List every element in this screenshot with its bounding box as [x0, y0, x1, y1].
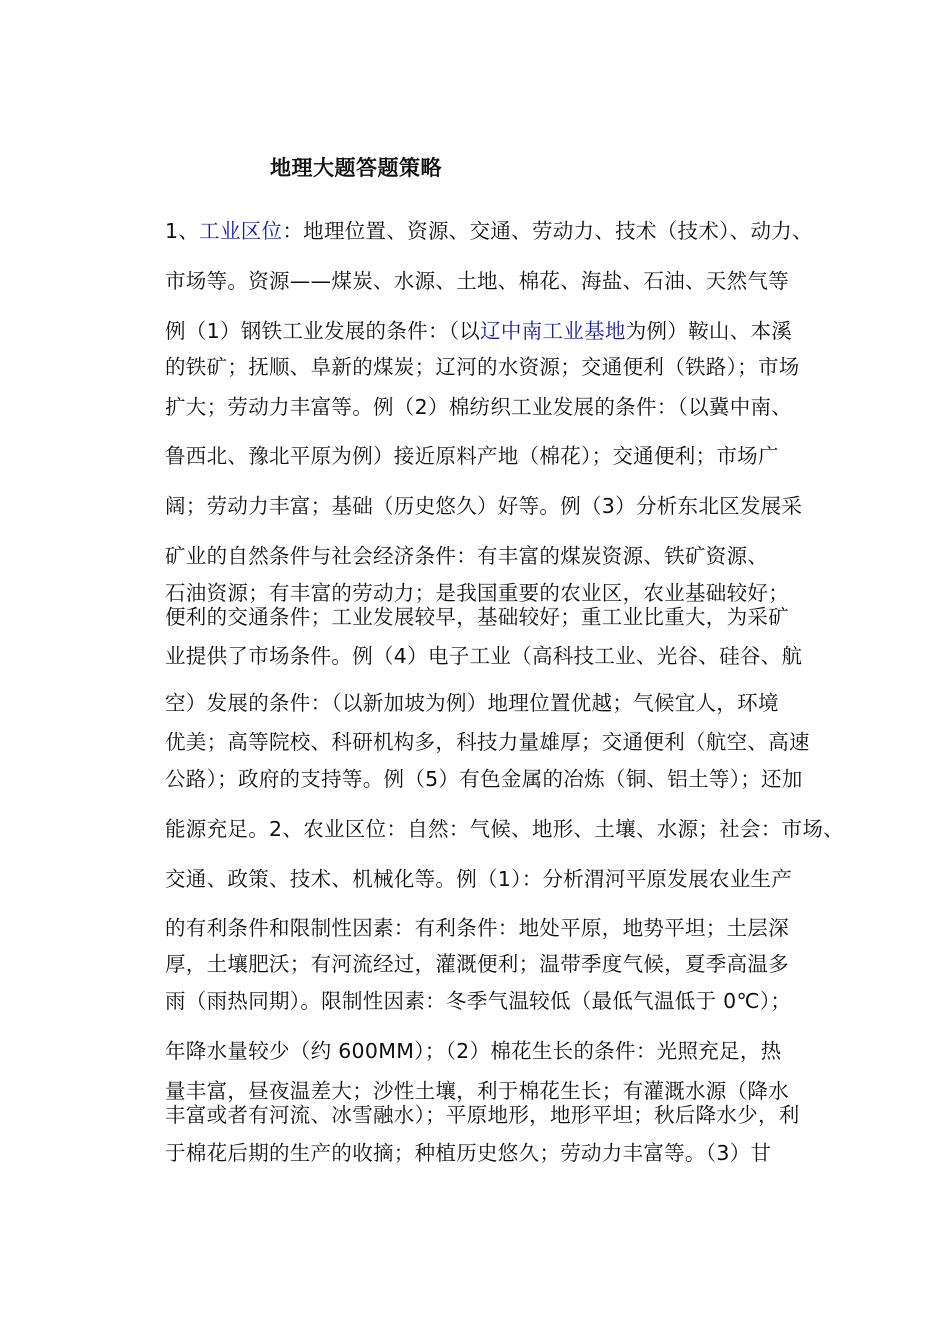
hyperlink[interactable]: 工业区位: [199, 219, 283, 243]
body-line: [165, 766, 803, 792]
body-line: [165, 1140, 771, 1166]
body-line: [165, 394, 792, 420]
line-text: 矿业的自然条件与社会经济条件：有丰富的煤炭资源、铁矿资源、: [165, 544, 769, 568]
body-line: [165, 1102, 800, 1128]
body-line: [165, 816, 844, 842]
body-line: [165, 988, 791, 1014]
line-text: 为例）鞍山、本溪: [625, 319, 793, 343]
line-text: 的铁矿；抚顺、阜新的煤炭；辽河的水资源；交通便利（铁路）；市场: [165, 355, 800, 379]
document-title: 地理大题答题策略: [270, 156, 442, 180]
body-line: [165, 354, 800, 380]
line-text: 年降水量较少（约 600MM）；（2）棉花生长的条件：光照充足，热: [165, 1039, 782, 1063]
line-text: 例（1）钢铁工业发展的条件：（以: [165, 319, 481, 343]
line-text: ：地理位置、资源、交通、劳动力、技术（技术）、动力、: [282, 219, 813, 243]
body-line: [165, 580, 789, 606]
line-text: 能源充足。2、农业区位：自然：气候、地形、土壤、水源；社会：市场、: [165, 817, 844, 841]
line-text: 厚，土壤肥沃；有河流经过，灌溉便利；温带季度气候，夏季高温多: [165, 952, 789, 976]
line-text: 优美；高等院校、科研机构多，科技力量雄厚；交通便利（航空、高速: [165, 730, 810, 754]
body-line: [165, 493, 802, 519]
line-text: 业提供了市场条件。例（4）电子工业（高科技工业、光谷、硅谷、航: [165, 644, 803, 668]
body-line: [165, 218, 813, 244]
line-text: 扩大；劳动力丰富等。例（2）棉纺织工业发展的条件：（以冀中南、: [165, 395, 793, 419]
line-text: 空）发展的条件：（以新加坡为例）地理位置优越；气候宜人，环境: [165, 691, 779, 715]
line-text: 1、: [165, 219, 200, 243]
body-line: [165, 866, 792, 892]
body-line: [165, 443, 779, 469]
body-line: [165, 643, 802, 669]
body-line: [165, 915, 789, 941]
body-line: [165, 690, 779, 716]
line-text: 的有利条件和限制性因素：有利条件：地处平原，地势平坦；土层深: [165, 916, 789, 940]
line-text: 于棉花后期的生产的收摘；种植历史悠久；劳动力丰富等。（3）甘: [165, 1141, 772, 1165]
body-line: [165, 604, 789, 630]
line-text: 便利的交通条件；工业发展较早，基础较好；重工业比重大，为采矿: [165, 605, 789, 629]
line-text: 交通、政策、技术、机械化等。例（1）：分析渭河平原发展农业生产: [165, 867, 793, 891]
body-line: [165, 729, 810, 755]
hyperlink[interactable]: 辽中南工业基地: [480, 319, 626, 343]
line-text: 丰富或者有河流、冰雪融水）；平原地形，地形平坦；秋后降水少，利: [165, 1103, 800, 1127]
line-text: 雨（雨热同期）。限制性因素：冬季气温较低（最低气温低于 0℃）；: [165, 989, 792, 1013]
line-text: 市场等。资源——煤炭、水源、土地、棉花、海盐、石油、天然气等: [165, 269, 789, 293]
line-text: 量丰富，昼夜温差大；沙性土壤，利于棉花生长；有灌溉水源（降水: [165, 1079, 789, 1103]
line-text: 石油资源；有丰富的劳动力；是我国重要的农业区，农业基础较好；: [165, 581, 789, 605]
line-text: 公路）；政府的支持等。例（5）有色金属的冶炼（铜、铝土等）；还加: [165, 767, 803, 791]
body-line: [165, 268, 789, 294]
body-line: [165, 1078, 789, 1104]
body-line: [165, 1038, 781, 1064]
line-text: 阔；劳动力丰富；基础（历史悠久）好等。例（3）分析东北区发展采: [165, 494, 803, 518]
body-line: [165, 951, 789, 977]
line-text: 鲁西北、豫北平原为例）接近原料产地（棉花）；交通便利；市场广: [165, 444, 779, 468]
body-line: [165, 543, 768, 569]
body-line: [165, 318, 792, 344]
